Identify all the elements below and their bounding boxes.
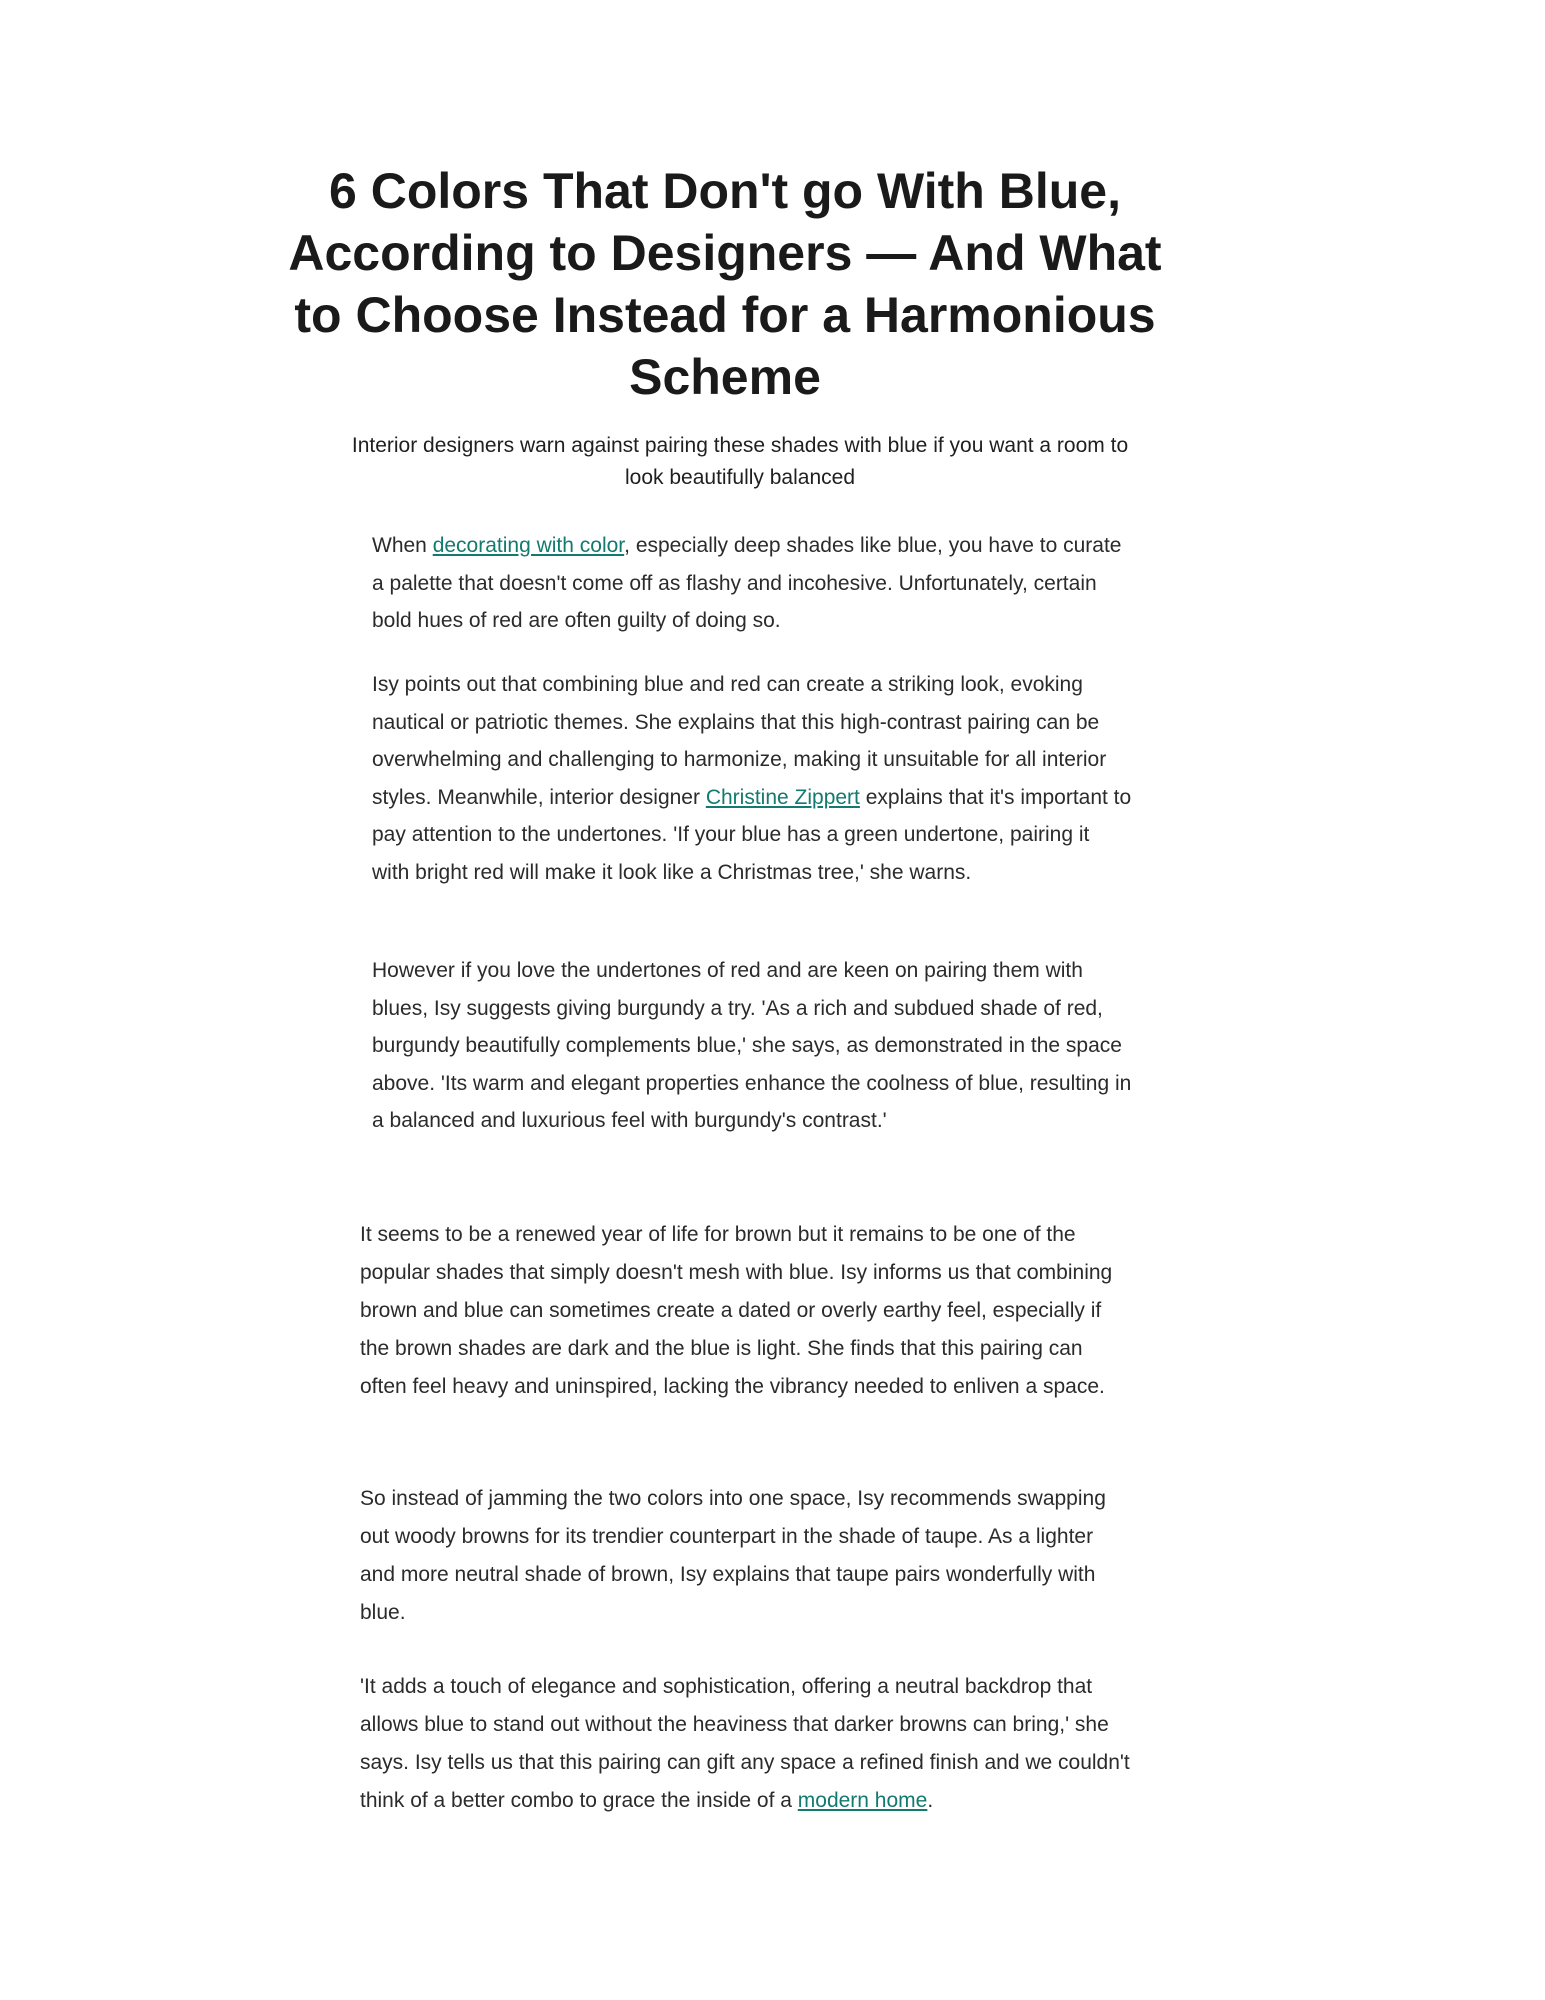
article-subtitle: Interior designers warn against pairing these shades with blue if you want a room to look beautifully balanced xyxy=(351,434,1129,489)
link-decorating-with-color[interactable]: decorating with color xyxy=(432,534,625,557)
paragraph-text: Isy points out that combining blue and red can create a striking look, evoking nautical or patriotic themes. She explains that this high-contrast pairing can be overwhelming and challenging to harmonize, making it unsuitable for all interior styles. Meanwhile, interior designer xyxy=(372,673,1107,809)
paragraph-taupe-quote xyxy=(360,1668,1130,1820)
paragraph-text: . xyxy=(927,1789,934,1812)
paragraph-text: explains that it's important to pay attention to the undertones. 'If your blue has a green undertone, pairing it with bright red will make it look like a Christmas tree,' she warns. xyxy=(372,785,1132,884)
paragraph-text: When xyxy=(372,534,433,557)
link-modern-home[interactable]: modern home xyxy=(797,1789,928,1812)
link-christine-zippert[interactable]: Christine Zippert xyxy=(705,785,860,809)
paragraph-blue-and-red xyxy=(372,666,1132,891)
paragraph-taupe: So instead of jamming the two colors into one space, Isy recommends swapping out woody browns for its trendier counterpart in the shade of taupe. As a lighter and more neutral shade of brown, Isy explains that taupe pairs wonderfully with blue. xyxy=(360,1487,1106,1624)
paragraph-brown: It seems to be a renewed year of life for brown but it remains to be one of the popular shades that simply doesn't mesh with blue. Isy informs us that combining brown and blue can sometimes create a dated or overly earthy feel, especially if the brown shades are dark and the blue is light. She finds that this pairing can often feel heavy and uninspired, lacking the vibrancy needed to enliven a space. xyxy=(360,1223,1113,1398)
paragraph-burgundy: However if you love the undertones of red and are keen on pairing them with blues, Isy suggests giving burgundy a try. 'As a rich and subdued shade of red, burgundy beautifully complements blue,' she says, as demonstrated in the space above. 'Its warm and elegant properties enhance the coolness of blue, resulting in a balanced and luxurious feel with burgundy's contrast.' xyxy=(372,959,1132,1132)
paragraph-text: , especially deep shades like blue, you have to curate a palette that doesn't come off as flashy and incohesive. Unfortunately, certain bold hues of red are often guilty of doing so. xyxy=(372,534,1122,632)
paragraph-text: 'It adds a touch of elegance and sophistication, offering a neutral backdrop that allows blue to stand out without the heaviness that darker browns can bring,' she says. Isy tells us that this pairing can gift any space a refined finish and we couldn't think of a better combo to grace the inside of a xyxy=(360,1675,1130,1812)
paragraph-decorating-with-color xyxy=(372,527,1132,640)
article-title: 6 Colors That Don't go With Blue, According to Designers — And What to Choose Instead for a Harmonious Scheme xyxy=(288,163,1162,405)
